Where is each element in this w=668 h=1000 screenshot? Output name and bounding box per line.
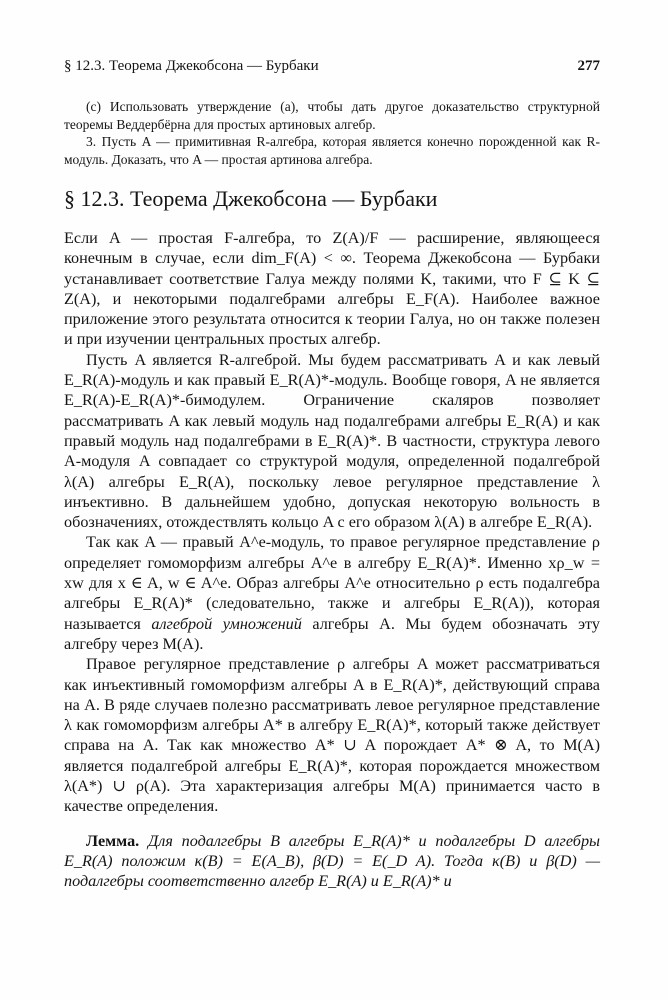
section-body (64, 228, 600, 892)
page-number: 277 (577, 58, 600, 74)
running-title: § 12.3. Теорема Джекобсона — Бурбаки (64, 58, 319, 74)
lemma (64, 831, 600, 892)
running-head (64, 58, 600, 75)
section-title: § 12.3. Теорема Джекобсона — Бурбаки (64, 186, 438, 211)
paragraph-4: Правое регулярное представление ρ алгебры A может рассматриваться как инъективный гомоморфизм алгебры A в E_R(A)*, действующий справа на A. В ряде случаев полезно рассматривать левое регулярное представление λ как гомоморфизм алгебры A* в алгебру E_R(A)*, который также действует справа на A. Так как множество A* ∪ A порождает A* ⊗ A, то M(A) является подалгеброй алгебры E_R(A)*, которая порождается множеством λ(A*) ∪ ρ(A). Эта характеризация алгебры M(A) принимается часто в качестве определения. (64, 655, 600, 816)
lemma-label: Лемма. (86, 831, 140, 850)
paragraph-2: Пусть A является R-алгеброй. Мы будем рассматривать A и как левый E_R(A)-модуль и как правый E_R(A)*-модуль. Вообще говоря, A не является E_R(A)-E_R(A)*-бимодулем. Ограничение скаляров позволяет рассматривать A как левый модуль над подалгебрами алгебры E_R(A) и как правый модуль над подалгебрами в E_R(A)*. В частности, структура левого A-модуля A совпадает со структурой модуля, определенной подалгеброй λ(A) алгебры E_R(A), поскольку левое регулярное представление λ инъективно. В дальнейшем удобно, допуская некоторую вольность в обозначениях, отождествлять кольцо A с его образом λ(A) в алгебре E_R(A). (64, 350, 600, 532)
exercise-item-c: (с) Использовать утверждение (а), чтобы дать другое доказательство структурной теоремы Веддербёрна для простых артиновых алгебр. (64, 99, 600, 132)
exercise-item-3: 3. Пусть A — примитивная R-алгебра, которая является конечно порожденной как R-модуль. Доказать, что A — простая артинова алгебра. (64, 134, 600, 167)
paragraph-1: Если A — простая F-алгебра, то Z(A)/F — расширение, являющееся конечным в случае, если dim_F(A) < ∞. Теорема Джекобсона — Бурбаки устанавливает соответствие Галуа между полями K, такими, что F ⊆ K ⊆ Z(A), и некоторыми подалгебрами алгебры E_F(A). Наиболее важное приложение этого результата относится к теории Галуа, но он также полезен и при изучении центральных простых алгебр. (64, 229, 600, 349)
defined-term: алгеброй умножений (151, 614, 302, 633)
paragraph-3-end: алгебры A. Мы будем обозначать эту алгебру через M(A). (64, 614, 600, 653)
lemma-statement: Для подалгебры B алгебры E_R(A)* и подалгебры D алгебры E_R(A) положим κ(B) = E(A_B), β(D) = E(_D A). Тогда κ(B) и β(D) — подалгебры соответственно алгебр E_R(A) и E_R(A)* и (64, 831, 600, 891)
paragraph-3 (64, 532, 600, 654)
exercises-block (64, 98, 600, 168)
paragraph-3-start: Так как A — правый A^e-модуль, то правое регулярное представление ρ определяет гомоморфизм алгебры A^e в алгебру E_R(A)*. Именно xρ_w = xw для x ∈ A, w ∈ A^e. Образ алгебры A^e относительно ρ есть подалгебра алгебры E_R(A)* (следовательно, также и алгебры E_R(A)), которая называется (64, 533, 600, 633)
